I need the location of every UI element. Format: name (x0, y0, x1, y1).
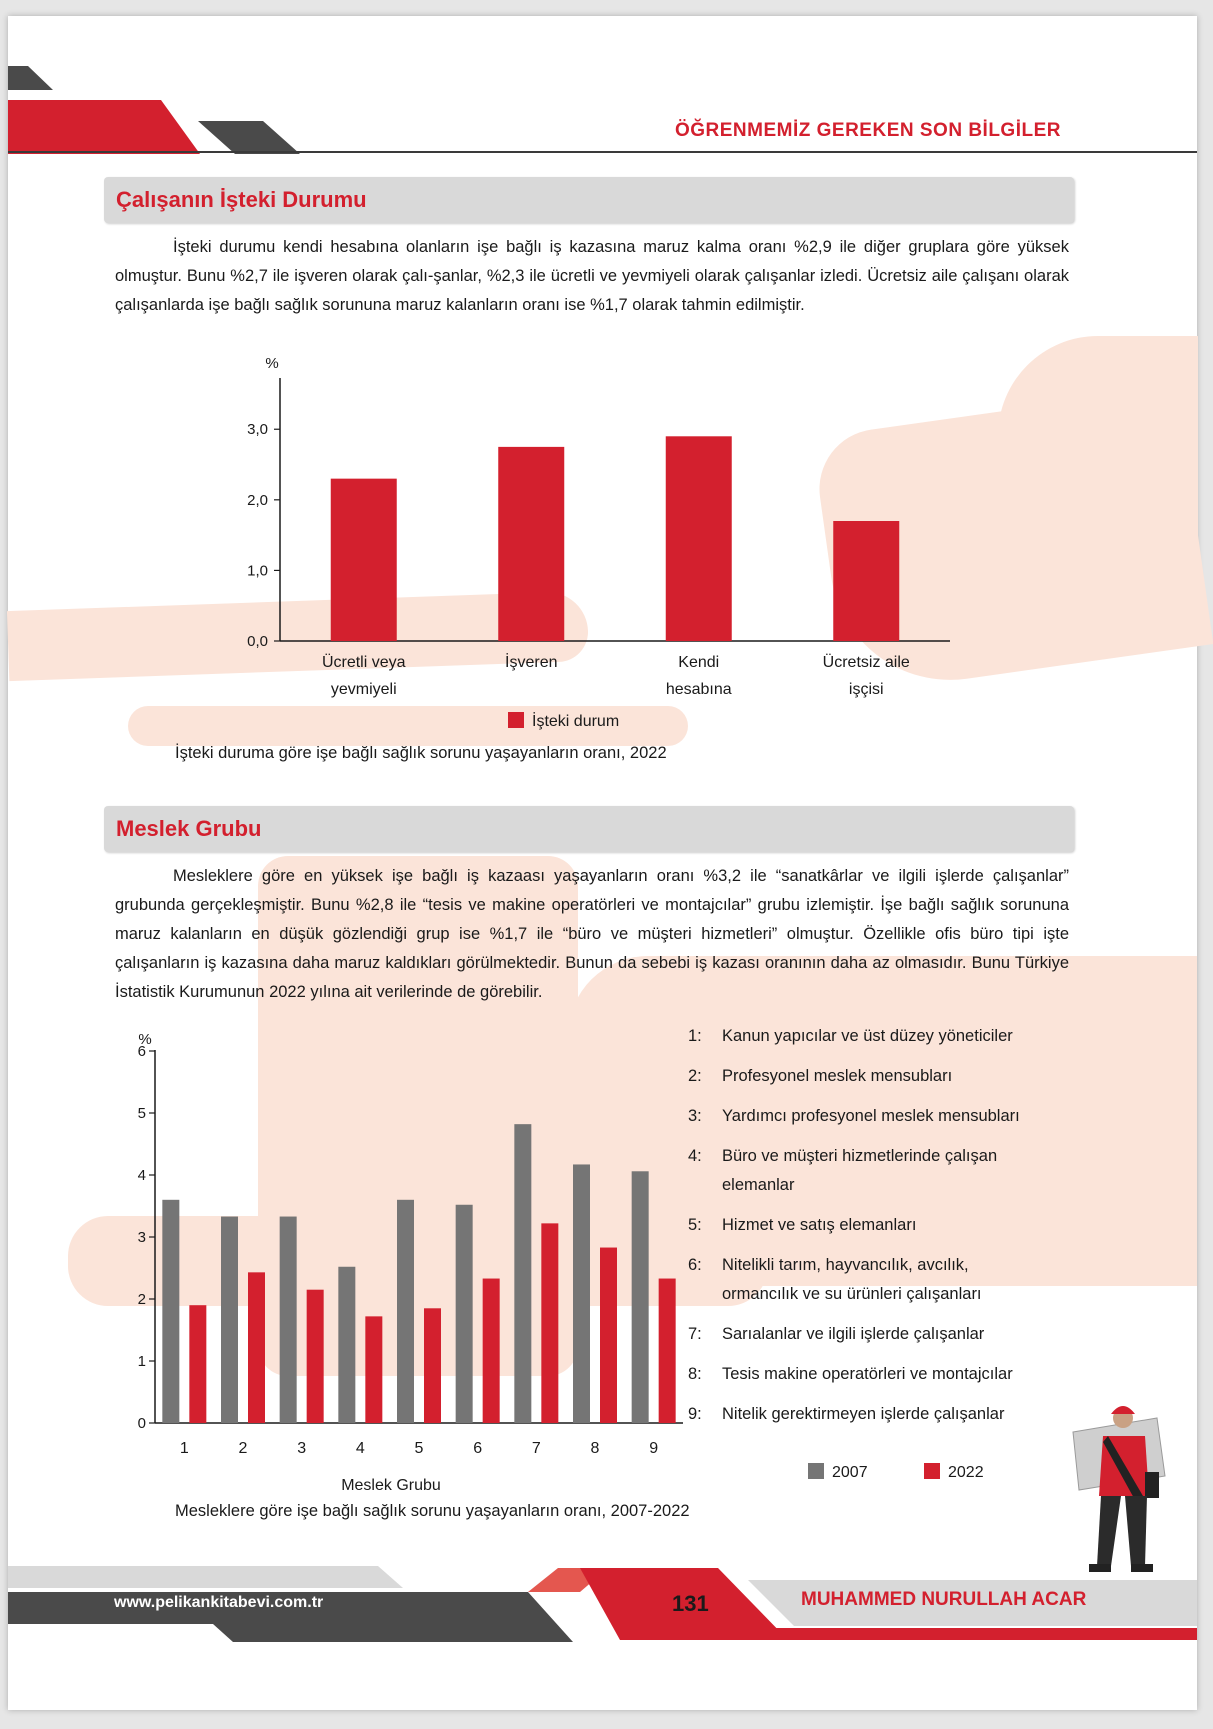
occupation-group-number: 9: (688, 1405, 702, 1423)
x-tick-label: İşveren (505, 654, 558, 671)
occupation-group-number: 4: (688, 1147, 702, 1165)
legend-swatch (924, 1463, 940, 1479)
section1-paragraph: İşteki durumu kendi hesabına olanların işe bağlı iş kazasına maruz kalma oranı %2,9 ile diğer gruplara göre yüksek olmuştur. Bunu %2,7 ile işveren olarak çalı-şanlar, %2,3 ile ücretli ve yevmiyeli olarak çalışanlar izledi. Ücretsiz aile çalışanı olarak çalışanlarda işe bağlı sağlık sorununa maruz kalanların oranı ise %1,7 olarak tahmin edilmiştir. (115, 238, 1069, 314)
occupation-group-label: Hizmet ve satış elemanları (722, 1216, 917, 1234)
y-tick-label: 3,0 (247, 421, 268, 439)
occupation-group-label: Tesis makine operatörleri ve montajcılar (722, 1365, 1013, 1383)
bar-2007 (456, 1205, 473, 1423)
section2-header-bar (104, 806, 1074, 852)
bar-2007 (397, 1200, 414, 1423)
occupation-group-list (688, 1022, 1048, 1440)
x-tick-label: Ücretli veya (321, 654, 406, 671)
bar-2007 (514, 1124, 531, 1423)
occupation-group-number: 2: (688, 1067, 702, 1085)
occupation-group-label: Nitelikli tarım, hayvancılık, avcılık, ormancılık ve su ürünleri çalışanları (722, 1256, 982, 1303)
bar-2022 (189, 1305, 206, 1423)
occupation-group-item (688, 1251, 1048, 1309)
legend-label: İşteki durum (532, 713, 620, 730)
x-tick-label-line2: yevmiyeli (330, 681, 397, 698)
occupation-group-item (688, 1360, 1048, 1389)
section2-caption: Mesleklere göre işe bağlı sağlık sorunu yaşayanların oranı, 2007-2022 (175, 1502, 690, 1520)
y-tick-label: 1,0 (247, 562, 268, 580)
occupation-group-label: Kanun yapıcılar ve üst düzey yöneticiler (722, 1027, 1013, 1045)
chart-occupation-group (108, 1016, 688, 1494)
occupation-group-number: 1: (688, 1027, 702, 1045)
section1-title: Çalışanın İşteki Durumu (116, 187, 367, 212)
bar-2022 (248, 1272, 265, 1423)
bar-2007 (280, 1217, 297, 1423)
section1-caption: İşteki duruma göre işe bağlı sağlık sorunu yaşayanların oranı, 2022 (175, 744, 667, 762)
occupation-group-number: 8: (688, 1365, 702, 1383)
header-title: ÖĞRENMEMİZ GEREKEN SON BİLGİLER (674, 120, 1061, 141)
bar (833, 521, 899, 641)
y-tick-label: 6 (137, 1043, 146, 1060)
occupation-group-number: 5: (688, 1216, 702, 1234)
occupation-group-item (688, 1400, 1048, 1429)
x-tick-label-line2: hesabına (665, 681, 732, 698)
bar-2022 (424, 1308, 441, 1423)
occupation-group-label: Büro ve müşteri hizmetlerinde çalışan elemanlar (722, 1147, 998, 1194)
header-divider (8, 151, 1197, 153)
chart-work-status (208, 346, 968, 746)
y-tick-label: 4 (137, 1167, 146, 1184)
y-tick-label: 5 (137, 1105, 146, 1122)
occupation-group-item (688, 1142, 1048, 1200)
bar-2022 (483, 1279, 500, 1423)
occupation-group-item (688, 1062, 1048, 1091)
brush-stroke (998, 336, 1198, 536)
occupation-group-item (688, 1320, 1048, 1349)
footer-website: www.pelikankitabevi.com.tr (114, 1594, 324, 1611)
bar (498, 447, 564, 641)
header-decoration (8, 66, 328, 176)
x-tick-label: 6 (473, 1440, 483, 1457)
occupation-group-label: Nitelik gerektirmeyen işlerde çalışanlar (722, 1405, 1005, 1423)
bar-2007 (162, 1200, 179, 1423)
legend-label: 2022 (948, 1464, 984, 1481)
bar-2022 (365, 1316, 382, 1423)
bar (331, 479, 397, 641)
bar-2022 (307, 1290, 324, 1423)
section1-header-bar (104, 177, 1074, 223)
occupation-group-number: 6: (688, 1256, 702, 1274)
bar (666, 436, 732, 641)
occupation-group-label: Profesyonel meslek mensubları (722, 1067, 953, 1085)
x-tick-label: 4 (355, 1440, 365, 1457)
page-number: 131 (672, 1591, 709, 1616)
legend-label: 2007 (832, 1464, 868, 1481)
occupation-group-label: Sarıalanlar ve ilgili işlerde çalışanlar (722, 1325, 985, 1343)
x-tick-label: 1 (179, 1440, 189, 1457)
section2-paragraph: Mesleklere göre en yüksek işe bağlı iş kazaası yaşayanların oranı %3,2 ile “sanatkârlar ve ilgili işlerde çalışanlar” grubunda gerçekleşmiştir. Bunu %2,8 ile “tesis ve makine operatörleri ve montajcılar” grubu izlemiştir. İşe bağlı sağlık sorununa maruz kalanların en düşük gözlendiği grup ise %1,7 ile “büro ve müşteri hizmetleri” olmuştur. Özellikle ofis büro tipi işte çalışanların iş kazasına daha maruz kaldıkları görülmektedir. Bunun da sebebi iş kazası oranının daha az olmasıdır. Bunu Türkiye İstatistik Kurumunun 2022 yılına ait verilerinde de görebilir. (115, 867, 1069, 1001)
y-axis-unit-label: % (265, 355, 279, 372)
y-tick-label: 0 (137, 1415, 146, 1432)
bar-2007 (632, 1171, 649, 1423)
x-tick-label: 3 (297, 1440, 307, 1457)
bar-2007 (221, 1217, 238, 1423)
x-tick-label: Ücretsiz aile (822, 654, 910, 671)
legend-swatch (808, 1463, 824, 1479)
x-tick-label: 5 (414, 1440, 424, 1457)
legend-swatch (508, 712, 524, 728)
occupation-group-item (688, 1022, 1048, 1051)
bar-2022 (600, 1248, 617, 1423)
y-tick-label: 2 (137, 1291, 146, 1308)
occupation-group-number: 7: (688, 1325, 702, 1343)
book-page (8, 16, 1197, 1710)
y-tick-label: 0,0 (247, 633, 268, 650)
y-tick-label: 1 (137, 1353, 146, 1370)
bar-2022 (541, 1223, 558, 1423)
footer-author: MUHAMMED NURULLAH ACAR (801, 1589, 1087, 1610)
bar-2022 (659, 1279, 676, 1423)
occupation-group-item (688, 1211, 1048, 1240)
x-tick-label: 9 (649, 1440, 659, 1457)
x-tick-label: Kendi (678, 654, 720, 671)
x-tick-label: 2 (238, 1440, 248, 1457)
bar-2007 (338, 1267, 355, 1423)
occupation-group-label: Yardımcı profesyonel meslek mensubları (722, 1107, 1020, 1125)
occupation-group-number: 3: (688, 1107, 702, 1125)
x-tick-label: 8 (590, 1440, 600, 1457)
occupation-group-item (688, 1102, 1048, 1131)
x-tick-label: 7 (531, 1440, 541, 1457)
chart-occupation-legend (798, 1456, 1018, 1486)
x-tick-label-line2: işçisi (848, 681, 884, 698)
y-tick-label: 2,0 (247, 491, 268, 509)
x-axis-title: Meslek Grubu (341, 1477, 441, 1494)
section2-title: Meslek Grubu (116, 816, 262, 841)
bar-2007 (573, 1164, 590, 1423)
y-axis-unit-label: % (138, 1031, 152, 1048)
y-tick-label: 3 (137, 1229, 146, 1246)
